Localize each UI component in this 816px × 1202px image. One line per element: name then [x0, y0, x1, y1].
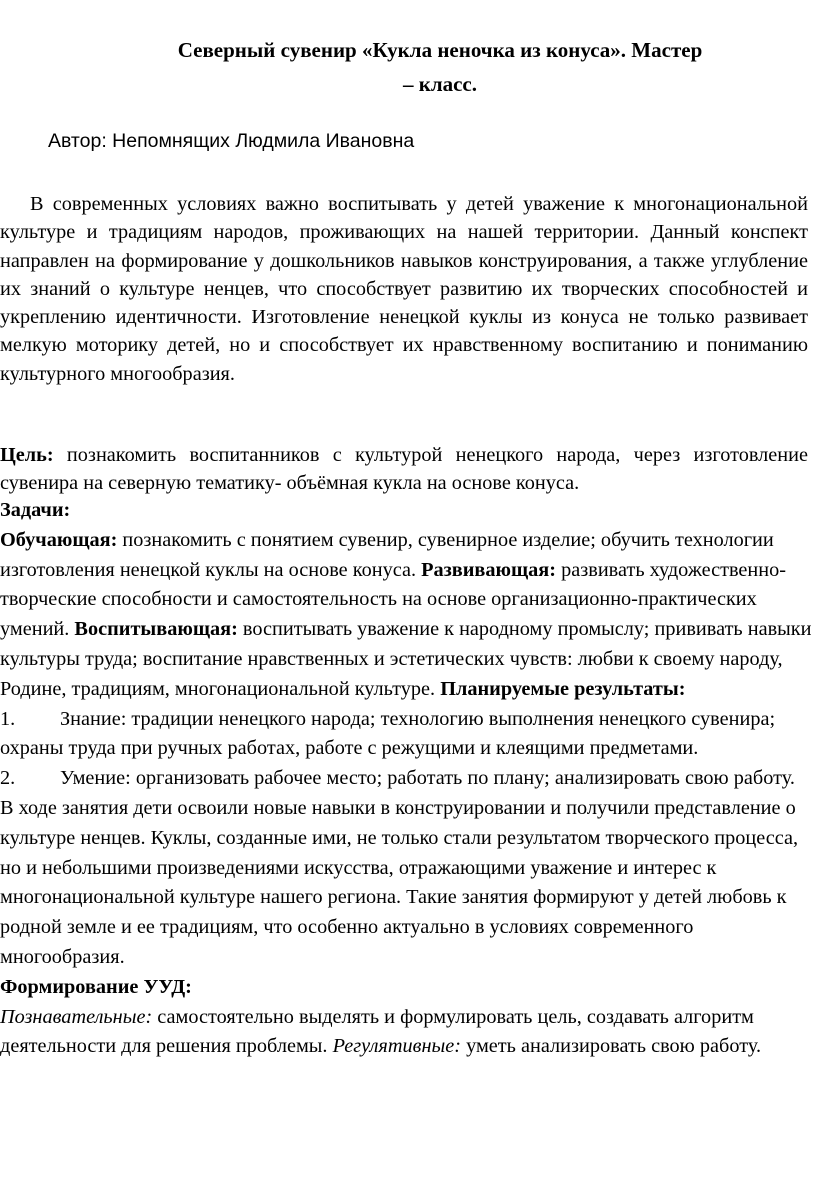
- list-text: Знание: традиции ненецкого народа; технологию выполнения ненецкого сувенира; охраны труда при ручных работах, работе с режущими и клеящими предметами.: [0, 707, 776, 760]
- list-text: Умение: организовать рабочее место; работать по плану; анализировать свою работу.: [60, 767, 795, 790]
- uud-paragraph: [0, 1003, 812, 1063]
- cog-text: самостоятельно выделять и формулировать цель, создавать алгоритм деятельности для решения проблемы.: [0, 1005, 754, 1058]
- title-line-1: Северный сувенир «Кукла неночка из конуса». Мастер: [177, 38, 703, 62]
- dev-text: развивать художественно-творческие способности и самостоятельность на основе организационно-практических умений.: [0, 558, 787, 641]
- results-label: Планируемые результаты:: [440, 677, 686, 700]
- goal-paragraph: [0, 441, 808, 498]
- dev-label: Развивающая:: [421, 558, 557, 581]
- intro-text: В современных условиях важно воспитывать у детей уважение к многонациональной культуре и традициям народов, проживающих на нашей территории. Данный конспект направлен на формирование у дошкольников навыков конструирования, а также углубление их знаний о культуре ненцев, что способствует развитию их творческих способностей и укреплению идентичности. Изготовление ненецкой куклы из конуса не только развивает мелкую моторику детей, но и способствует их нравственному воспитанию и пониманию культурного многообразия.: [0, 193, 808, 385]
- edu-text: познакомить с понятием сувенир, сувенирное изделие; обучить технологии изготовления ненецкой куклы на основе конуса.: [0, 528, 774, 581]
- reg-text: уметь анализировать свою работу.: [461, 1035, 762, 1058]
- uud-heading: Формирование УУД:: [0, 975, 192, 998]
- conclusion-paragraph: В ходе занятия дети освоили новые навыки в конструировании и получили представление о культуре ненцев. Куклы, созданные ими, не только стали результатом творческого процесса, но и небольшими произведениями искусства, отражающими уважение и интерес к многонациональной культуре нашего региона. Такие занятия формируют у детей любовь к родной земле и ее традициям, что особенно актуально в условиях современного многообразия.: [0, 796, 799, 968]
- goal-label: Цель:: [0, 444, 54, 466]
- list-item-2: [0, 764, 812, 794]
- list-number: 2.: [0, 767, 16, 790]
- cog-label: Познавательные:: [0, 1005, 153, 1028]
- list-number: 1.: [0, 707, 16, 730]
- tasks-section: [0, 496, 812, 1062]
- title-line-2: – класс.: [402, 72, 478, 96]
- reg-label: Регулятивные:: [332, 1035, 462, 1058]
- author-line: Автор: Непомнящих Людмила Ивановна: [48, 130, 415, 152]
- intro-paragraph: [0, 190, 808, 388]
- tasks-paragraph: [0, 526, 812, 705]
- list-item-1: [0, 705, 812, 765]
- edu-label: Обучающая:: [0, 528, 118, 551]
- upb-label: Воспитывающая:: [74, 618, 238, 641]
- tasks-heading: Задачи:: [0, 499, 71, 521]
- upb-text: воспитывать уважение к народному промыслу; прививать навыки культуры труда; воспитание нравственных и эстетических чувств: любви к своему народу, Родине, традициям, многонациональной культуре.: [0, 618, 812, 700]
- document-title: [60, 33, 816, 101]
- goal-text: познакомить воспитанников с культурой ненецкого народа, через изготовление сувенира на северную тематику- объёмная кукла на основе конуса.: [0, 444, 808, 495]
